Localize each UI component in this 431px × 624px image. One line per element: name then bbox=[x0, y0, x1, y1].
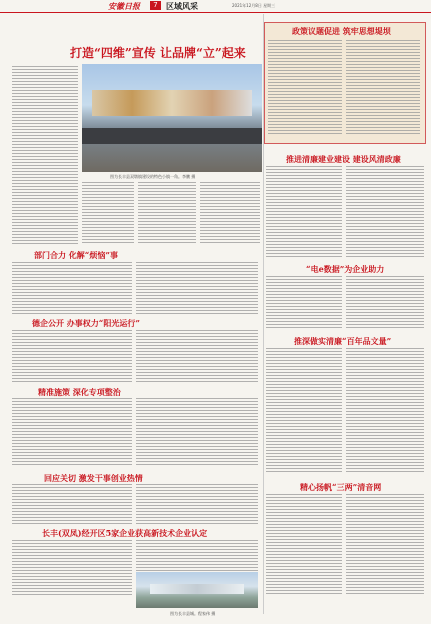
section-title: 区域风采 bbox=[166, 1, 198, 11]
headline-4: 精准施策 深化专项整治 bbox=[38, 387, 121, 397]
page-header bbox=[0, 0, 431, 13]
article-text-r8 bbox=[346, 494, 424, 594]
article-text-r4 bbox=[346, 276, 424, 330]
article-text-r7 bbox=[266, 494, 342, 594]
headline-r5: 精心扬帆“三两”清音网 bbox=[300, 482, 382, 492]
feature-text-b bbox=[346, 40, 420, 136]
article-text-10 bbox=[12, 540, 132, 596]
headline-5: 回应关切 激发干事创业热情 bbox=[44, 473, 143, 483]
article-text-r3 bbox=[266, 276, 342, 330]
article-text-mid-c bbox=[200, 182, 260, 244]
city-photo bbox=[136, 572, 258, 608]
newspaper-name: 安徽日报 bbox=[108, 1, 140, 11]
issue-date: 2021年12月8日 星期三 bbox=[232, 3, 276, 8]
page-number: 7 bbox=[150, 1, 161, 10]
town-photo bbox=[82, 64, 262, 172]
article-text-mid-a bbox=[82, 182, 134, 244]
feature-text-a bbox=[268, 40, 342, 136]
headline-r2: 推进清廉建业建设 建设风清政廉 bbox=[286, 154, 401, 164]
headline-r4: 推深做实清廉“百年品文量” bbox=[294, 336, 392, 346]
article-text-r2 bbox=[346, 166, 424, 258]
article-text-7 bbox=[136, 398, 258, 466]
article-text-r5 bbox=[266, 348, 342, 474]
article-text-6 bbox=[12, 398, 132, 466]
article-text-2 bbox=[12, 262, 132, 314]
article-text-r1 bbox=[266, 166, 342, 258]
headline-3: 德企公开 办事权力“阳光运行” bbox=[32, 318, 140, 328]
photo-caption-1: 图为长丰县双墩镇建设的特色小镇一角。李鹏 摄 bbox=[110, 174, 196, 179]
photo-caption-2: 图为长丰县城。程家伟 摄 bbox=[170, 611, 216, 616]
feature-box-title: 政策议题促进 筑牢思想堤坝 bbox=[292, 26, 391, 36]
article-text-mid-b bbox=[138, 182, 196, 244]
headline-r3: “电e数据”为企业助力 bbox=[306, 264, 385, 274]
article-text-r6 bbox=[346, 348, 424, 474]
main-headline: 打造“四维”宣传 让品牌“立”起来 bbox=[70, 46, 246, 60]
article-text-5 bbox=[136, 330, 258, 384]
article-text-3 bbox=[136, 262, 258, 314]
column-divider bbox=[263, 14, 264, 614]
headline-6: 长丰(双凤)经开区5家企业获高新技术企业认定 bbox=[42, 528, 208, 538]
article-text-4 bbox=[12, 330, 132, 384]
headline-2: 部门合力 化解“烦恼”事 bbox=[34, 250, 118, 260]
article-text-8 bbox=[12, 484, 132, 524]
article-text-left bbox=[12, 66, 78, 244]
article-text-9 bbox=[136, 484, 258, 524]
